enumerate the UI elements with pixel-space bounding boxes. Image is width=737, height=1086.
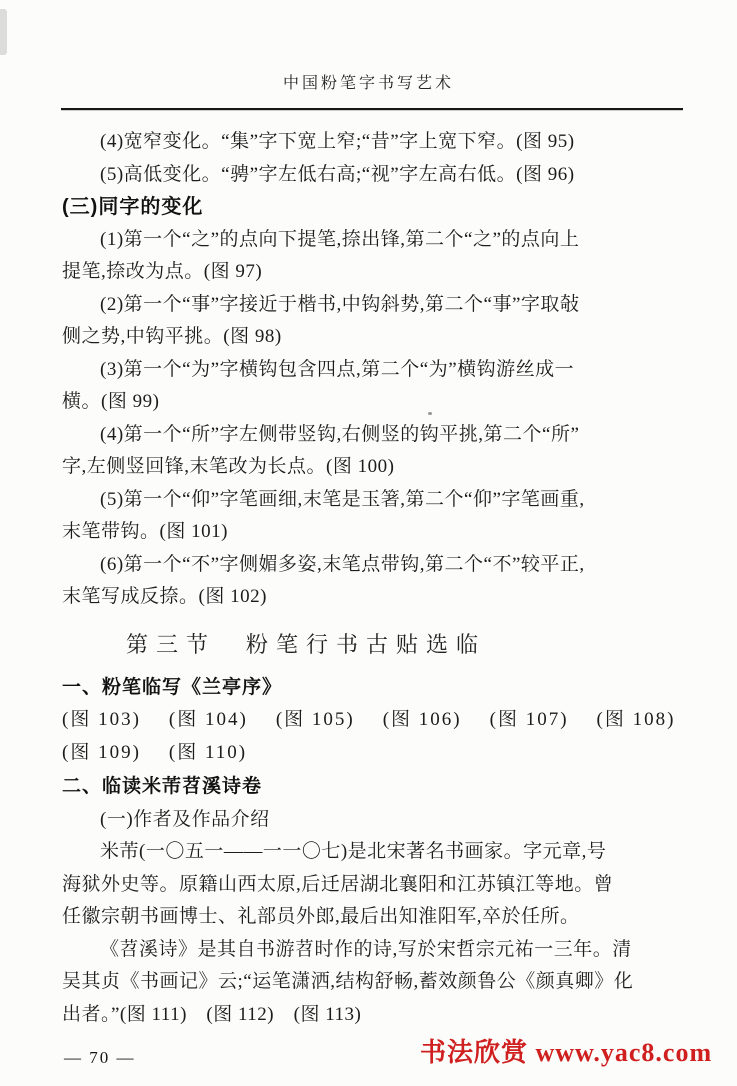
scan-edge-artifact (0, 9, 7, 55)
watermark-text: 书法欣赏 www.yac8.com (420, 1038, 713, 1067)
body-line-item1b: 提笔,捺改为点。(图 97) (62, 261, 263, 282)
body-line-mifu-2: 海狱外史等。原籍山西太原,后迁居湖北襄阳和江苏镇江等地。曾 (62, 873, 614, 895)
figure-ref: (图 110) (168, 741, 248, 763)
body-line-mifu-3: 任徽宗朝书画博士、礼部员外郎,最后出知淮阳军,卒於任所。 (62, 906, 580, 927)
body-line-width-variation: (4)宽窄变化。“集”字下宽上窄;“昔”字上宽下窄。(图 95) (100, 131, 575, 152)
body-line-item6a: (6)第一个“不”字侧媚多姿,末笔点带钩,第二个“不”较平正, (100, 553, 585, 575)
body-line-tiaoxi-1: 《苕溪诗》是其自书游苕时作的诗,写於宋哲宗元祐一三年。清 (100, 938, 632, 960)
figure-ref: (图 106) (382, 709, 462, 730)
figure-ref: (图 105) (275, 709, 355, 730)
body-line-item6b: 末笔写成反捺。(图 102) (62, 586, 267, 607)
body-line-mifu-1: 米芾(一〇五一——一一〇七)是北宋著名书画家。字元章,号 (100, 841, 607, 862)
body-line-item4b: 字,左侧竖回锋,末笔改为长点。(图 100) (62, 456, 395, 477)
subheading-same-char-variation: (三)同字的变化 (62, 196, 204, 218)
body-line-author-intro-head: (一)作者及作品介绍 (100, 808, 270, 830)
subheading-lantingxu: 一、粉笔临写《兰亭序》 (62, 676, 283, 698)
page-body (62, 126, 702, 1031)
figure-reference-row (62, 737, 702, 770)
body-line-item3b: 横。(图 99) (62, 391, 160, 412)
figure-ref: (图 107) (489, 709, 569, 730)
figure-ref: (图 108) (596, 709, 676, 730)
figure-reference-row (62, 704, 702, 737)
body-line-item4a: (4)第一个“所”字左侧带竖钩,右侧竖的钩平挑,第二个“所” (100, 423, 580, 445)
body-line-item2b: 侧之势,中钩平挑。(图 98) (62, 326, 282, 347)
body-line-item3a: (3)第一个“为”字横钩包含四点,第二个“为”横钩游丝成一 (100, 358, 575, 380)
figure-ref: (图 109) (62, 741, 141, 763)
subheading-tiaoxi-poem-scroll: 二、临读米芾苕溪诗卷 (62, 776, 263, 797)
body-line-height-variation: (5)高低变化。“骋”字左低右高;“视”字左高右低。(图 96) (100, 163, 575, 185)
running-head-book-title: 中国粉笔字书写艺术 (282, 75, 454, 92)
body-line-item5b: 末笔带钩。(图 101) (62, 521, 228, 542)
figure-ref: (图 104) (168, 709, 248, 730)
body-line-item1a: (1)第一个“之”的点向下提笔,捺出锋,第二个“之”的点向上 (100, 228, 580, 250)
section-title: 第三节 粉笔行书古贴选临 (126, 631, 487, 657)
figure-ref: (图 103) (62, 709, 141, 730)
header-rule (61, 108, 683, 110)
body-line-item5a: (5)第一个“仰”字笔画细,末笔是玉箸,第二个“仰”字笔画重, (100, 488, 585, 510)
body-line-item2a: (2)第一个“事”字接近于楷书,中钩斜势,第二个“事”字取敧 (100, 293, 580, 315)
body-line-tiaoxi-3: 出者。”(图 111) (图 112) (图 113) (62, 1003, 362, 1025)
page-number: — 70 — (64, 1048, 136, 1067)
body-line-tiaoxi-2: 吴其贞《书画记》云;“运笔潇洒,结构舒畅,蓄效颜鲁公《颜真卿》化 (62, 971, 634, 992)
